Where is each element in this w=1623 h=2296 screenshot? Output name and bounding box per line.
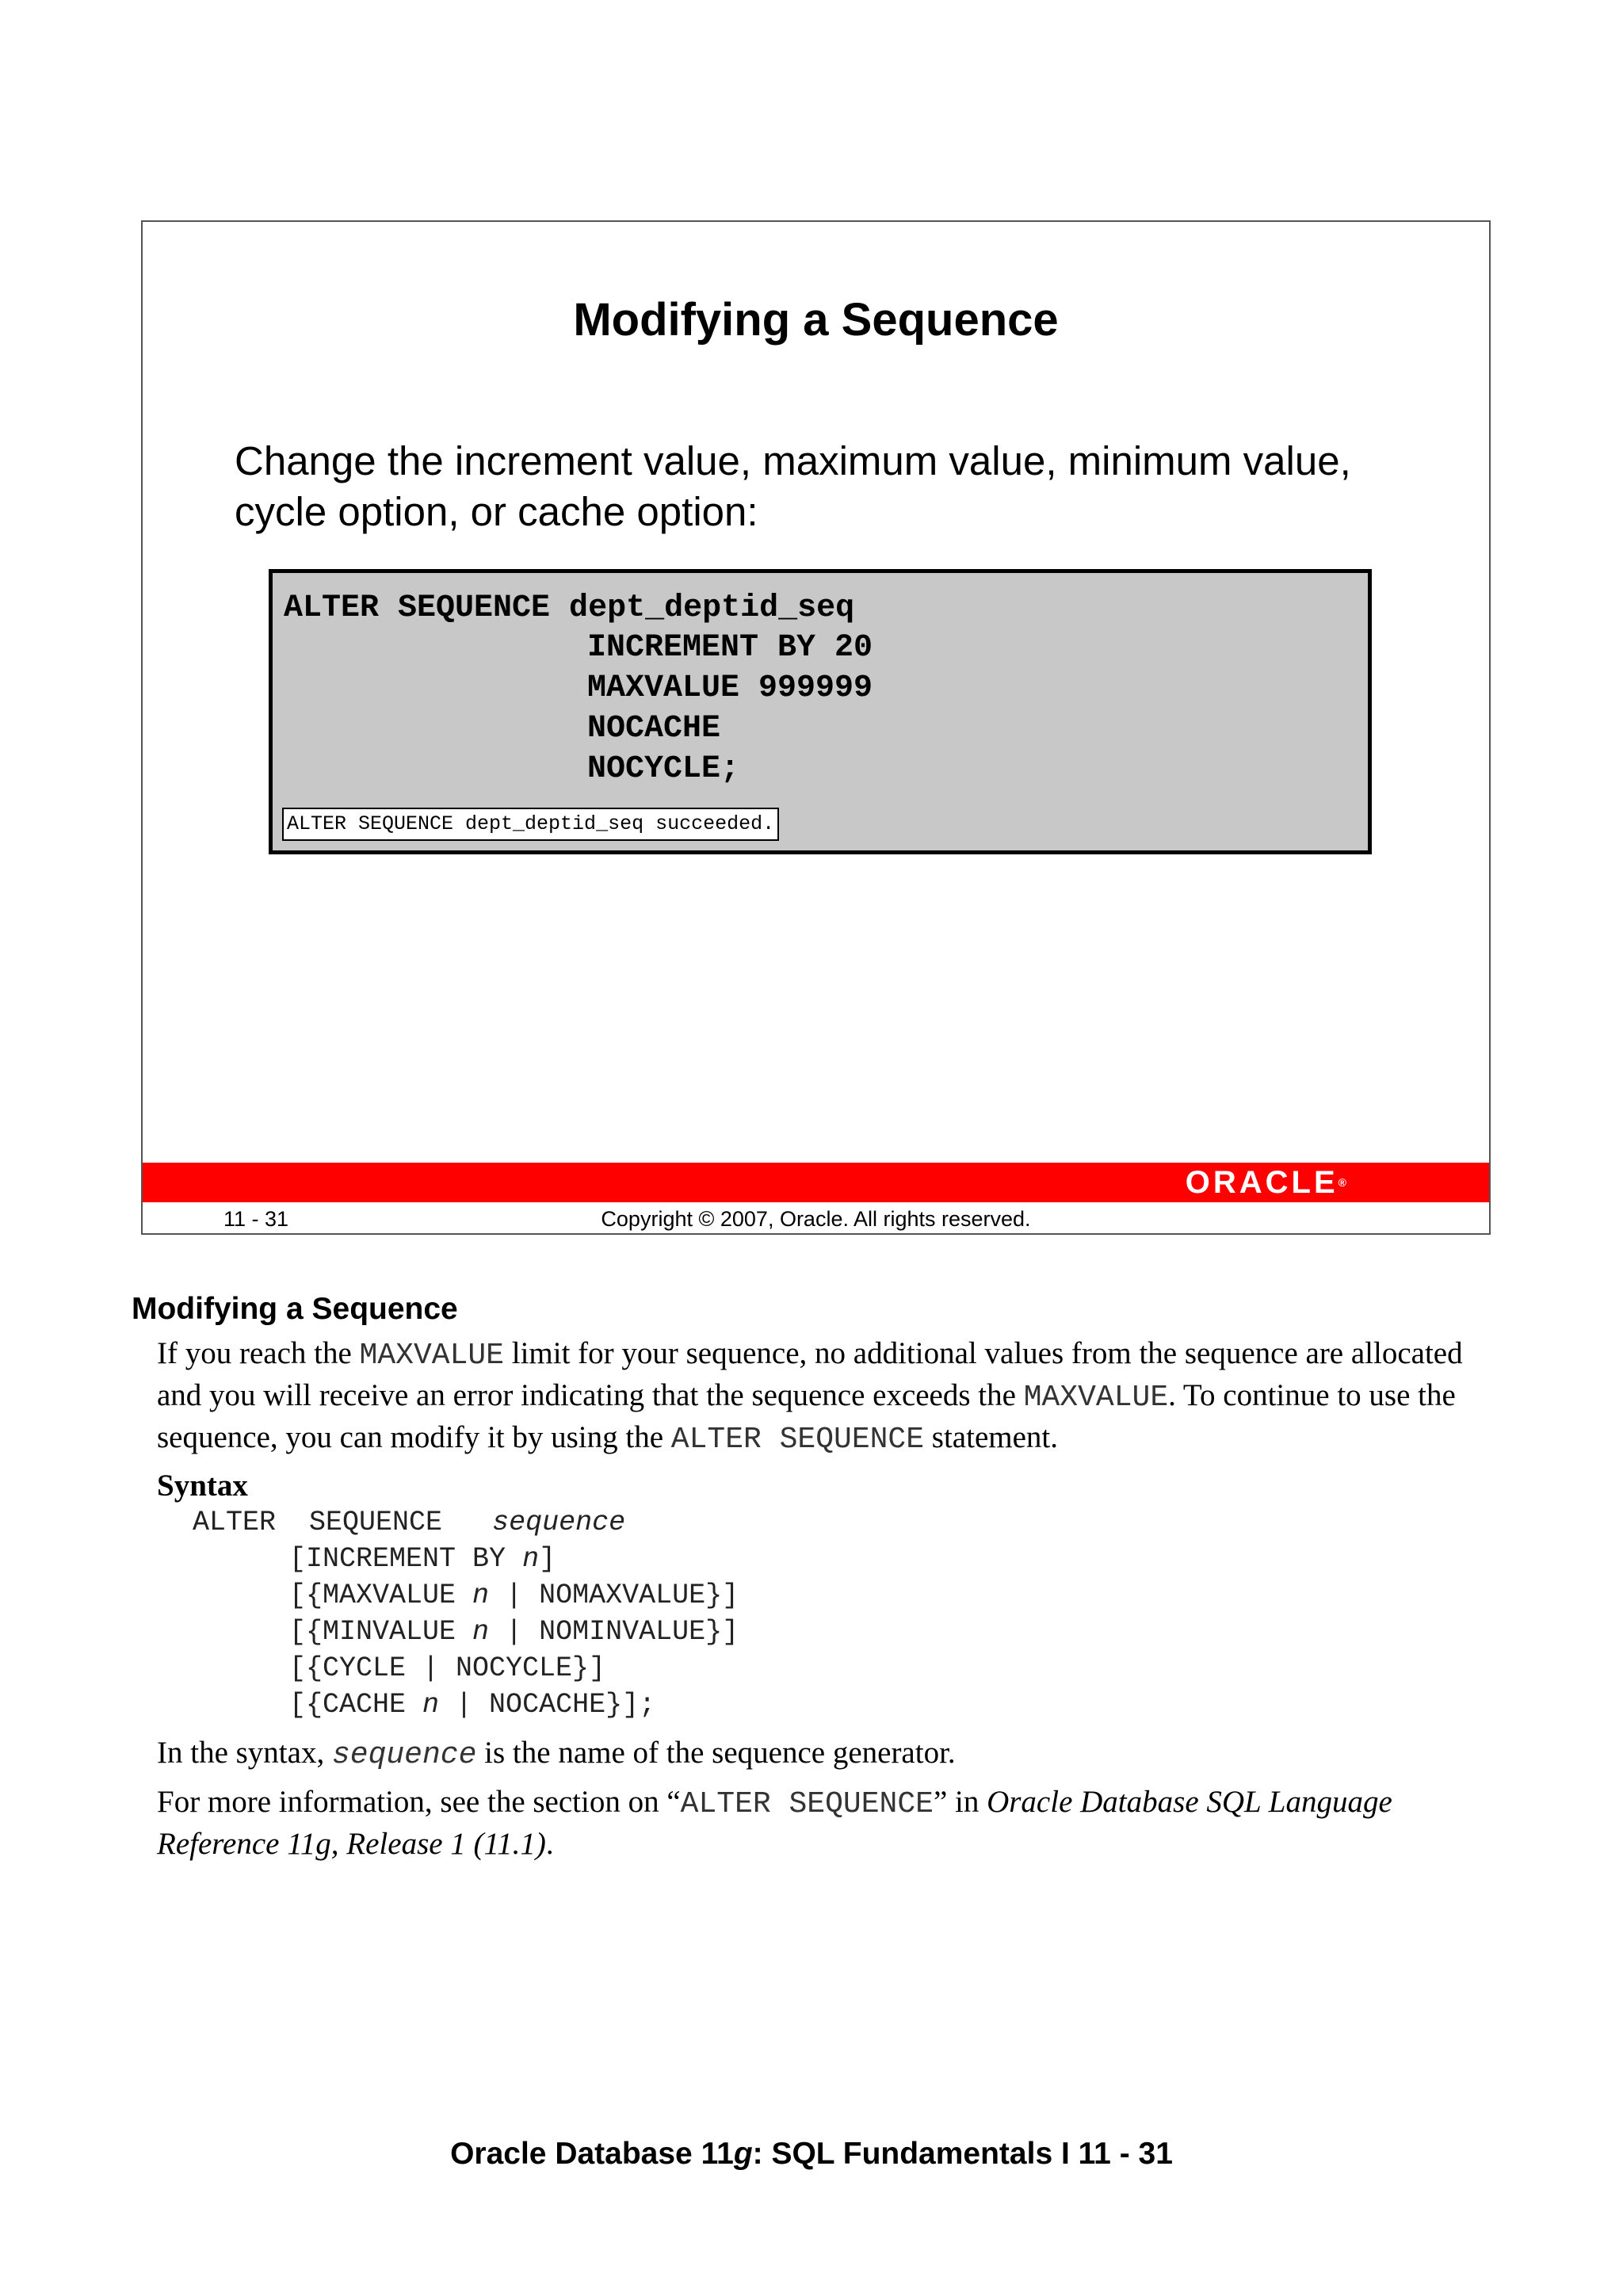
text-run: In the syntax, — [157, 1736, 332, 1770]
syntax-text: [{MAXVALUE — [289, 1580, 473, 1611]
syntax-text: | NOMINVALUE}] — [489, 1616, 739, 1648]
code-line-1: ALTER SEQUENCE dept_deptid_seq — [284, 590, 855, 626]
code-line-4: NOCACHE — [587, 711, 721, 747]
text-run: ” in — [933, 1785, 987, 1819]
footer-text-italic: g — [733, 2137, 753, 2171]
code-run: ALTER SEQUENCE — [670, 1423, 925, 1457]
code-line-3: MAXVALUE 999999 — [587, 670, 873, 706]
code-run: ALTER SEQUENCE — [680, 1787, 934, 1821]
code-run: sequence — [331, 1738, 477, 1772]
syntax-line-2 — [289, 1541, 556, 1577]
oracle-logo-text: ORACLE — [1185, 1165, 1338, 1200]
oracle-logo — [1186, 1166, 1346, 1199]
syntax-placeholder: n — [472, 1616, 490, 1648]
text-run: limit for your sequence, no additional values from the sequence are allocated and you will receive an error indicating that the sequence exceeds the — [157, 1336, 1463, 1412]
notes-paragraph-3 — [157, 1782, 1496, 1864]
syntax-text: [{CACHE — [289, 1689, 423, 1721]
text-run: . To continue to use the sequence, you can modify it by using the — [157, 1378, 1456, 1454]
slide-number: 11 - 31 — [223, 1207, 289, 1231]
syntax-line-5: [{CYCLE | NOCYCLE}] — [289, 1652, 606, 1684]
syntax-text: [INCREMENT BY — [289, 1543, 523, 1575]
syntax-placeholder: sequence — [492, 1507, 626, 1538]
code-box — [269, 569, 1372, 854]
syntax-line-3 — [289, 1577, 739, 1614]
syntax-text: | NOCACHE}]; — [439, 1689, 656, 1721]
syntax-text: ALTER SEQUENCE — [193, 1507, 493, 1538]
oracle-brand-band — [143, 1163, 1489, 1202]
page-footer — [0, 2137, 1623, 2172]
code-run: MAXVALUE — [1023, 1381, 1169, 1415]
slide-title: Modifying a Sequence — [573, 294, 1059, 346]
syntax-line-4 — [289, 1614, 739, 1650]
slide-footer — [143, 1202, 1489, 1235]
text-run: If you reach the — [157, 1336, 360, 1370]
registered-mark: ® — [1338, 1176, 1346, 1189]
syntax-text: [{MINVALUE — [289, 1616, 473, 1648]
syntax-label: Syntax — [157, 1469, 248, 1503]
notes-paragraph-1 — [157, 1334, 1496, 1460]
syntax-line-1 — [193, 1504, 625, 1541]
code-line-5: NOCYCLE; — [587, 751, 740, 787]
syntax-line-6 — [289, 1687, 655, 1723]
text-run: For more information, see the section on “ — [157, 1785, 681, 1819]
code-result-output: ALTER SEQUENCE dept_deptid_seq succeeded. — [282, 808, 779, 841]
syntax-text: ] — [539, 1543, 556, 1575]
code-line-2: INCREMENT BY 20 — [587, 630, 873, 666]
book-title: Oracle Database SQL Language Reference 11g, Release 1 (11.1) — [157, 1785, 1392, 1861]
text-run: is the name of the sequence generator. — [476, 1736, 956, 1770]
slide-frame — [141, 220, 1491, 1235]
syntax-text: | NOMAXVALUE}] — [489, 1580, 739, 1611]
syntax-placeholder: n — [422, 1689, 440, 1721]
code-run: MAXVALUE — [359, 1339, 504, 1373]
notes-heading: Modifying a Sequence — [132, 1292, 458, 1326]
syntax-placeholder: n — [522, 1543, 540, 1575]
syntax-placeholder: n — [472, 1580, 490, 1611]
footer-text: Oracle Database 11 — [450, 2137, 734, 2171]
footer-text: : SQL Fundamentals I 11 - 31 — [752, 2137, 1173, 2171]
slide-intro-text: Change the increment value, maximum value, minimum value, cycle option, or cache option: — [235, 438, 1351, 534]
text-run: statement. — [924, 1420, 1058, 1454]
slide-copyright: Copyright © 2007, Oracle. All rights reserved. — [601, 1207, 1031, 1231]
text-run: . — [545, 1827, 554, 1861]
notes-paragraph-2 — [157, 1733, 1496, 1775]
